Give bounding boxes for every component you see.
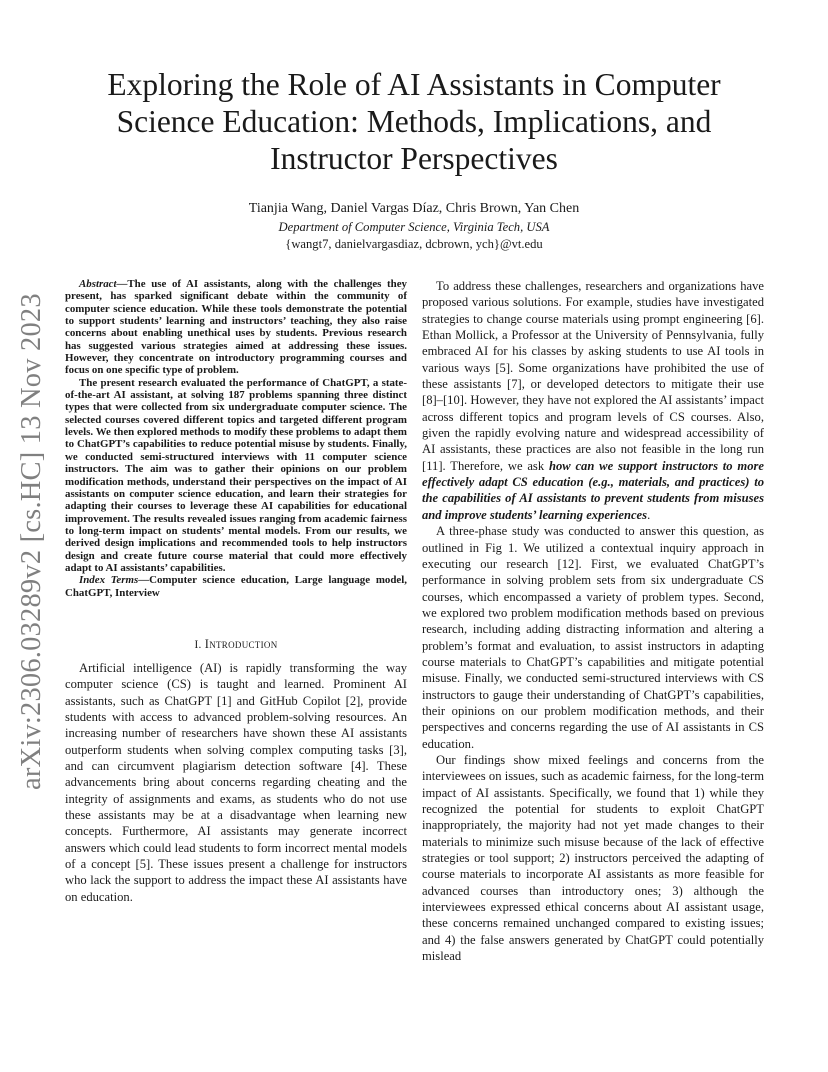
abstract-label: Abstract <box>79 278 117 290</box>
abstract-text-1: —The use of AI assistants, along with the challenges they present, has sparked significant debate within the community of computer science education. While these tools demonstrate the potential to support students’ learning and instructors’ teaching, they also raise concerns about enabling unethical uses by students. Previous research has suggested various strategies aimed at addressing these issues. However, they concentrate on introductory programming courses and focus on one specific type of problem. <box>65 278 407 377</box>
paper-title: Exploring the Role of AI Assistants in Computer Science Education: Methods, Implications, and Instructor Perspectives <box>107 67 721 176</box>
research-question-end: . <box>647 507 651 522</box>
section-heading-introduction <box>65 637 407 652</box>
affiliation: Department of Computer Science, Virginia Tech, USA <box>278 220 550 234</box>
research-question: how can we support instructors to more effectively adapt CS education (e.g., materials, and practices) to the capabilities of AI assistants to prevent students from misuses and improve students’ learning experiences <box>422 458 764 522</box>
index-terms <box>65 574 407 599</box>
index-terms-text: —Computer science education, Large language model, ChatGPT, Interview <box>65 574 407 599</box>
abstract-paragraph-1 <box>65 278 407 377</box>
body-paragraph-challenges <box>422 278 764 523</box>
body-paragraph-findings: Our findings show mixed feelings and concerns from the interviewees on issues, such as academic fairness, for the long-term impact of AI assistants. Specifically, we found that 1) while they recognized the potential for students to exploit ChatGPT inappropriately, the majority had not yet made changes to their materials to minimize such misuse because of the lack of effective strategies or tool support; 2) instructors perceived the adapting of course materials to incorporate AI assistants as more feasible for advanced courses than introductory ones; 3) although the interviewees expressed ethical concerns about AI assistant usage, these concerns remained unchanged compared to existing issues; and 4) the false answers generated by ChatGPT could potentially mislead <box>422 752 764 964</box>
index-terms-label: Index Terms <box>79 574 139 587</box>
arxiv-identifier: arXiv:2306.03289v2 [cs.HC] 13 Nov 2023 <box>16 293 47 790</box>
challenges-text: To address these challenges, researchers and organizations have proposed various solutions. For example, studies have investigated strategies to change course materials using prompt engineering [6]. Ethan Mollick, a Professor at the University of Pennsylvania, fully embraced AI for his classes by asking students to use AI tools in various ways [5]. Some organizations have prohibited the use of these assistants [7], or developed detectors to mitigate their use [8]–[10]. However, they have not explored the AI assistants’ impact across different topics and program levels of CS courses. Also, given the rapidly evolving nature and widespread accessibility of AI assistants, these practices are also not feasible in the long run [11]. Therefore, we ask <box>422 279 764 473</box>
author-list: Tianjia Wang, Daniel Vargas Díaz, Chris Brown, Yan Chen <box>248 201 580 216</box>
body-paragraph-study: A three-phase study was conducted to answer this question, as outlined in Fig 1. We utilized a contextual inquiry approach in executing our research [12]. First, we evaluated ChatGPT’s performance in solving problem sets from six undergraduate CS courses, which encompassed a variety of problem types. Second, we explored two problem modification methods based on previous research, including adding distracting information and altering a problem’s format and evaluation, to assist instructors in adapting course materials to ChatGPT’s capabilities and mitigate potential misuse. Finally, we conducted semi-structured interviews with CS instructors to gauge their understanding of ChatGPT’s capabilities, their opinions on our problem modification methods, and their perspectives and concerns regarding the use of AI assistants in CS education. <box>422 524 764 751</box>
section-numeral: I. <box>194 638 202 651</box>
right-column <box>422 278 764 964</box>
section-name: Introduction <box>204 636 278 651</box>
intro-paragraph-1: Artificial intelligence (AI) is rapidly transforming the way computer science (CS) is taught and learned. Prominent AI assistants, such as ChatGPT [1] and GitHub Copilot [2], provide students with access to advanced problem-solving resources. An increasing number of researchers have shown these AI assistants outperform students when solving complex computing tasks [3], and can circumvent plagiarism detection software [4]. These advancements bring about concerns regarding cheating and the integrity of assignments and exams, as students who do not use these assistants may be at a disadvantage when learning new concepts. Furthermore, AI assistants may generate incorrect answers which could lead students to form incorrect mental models of a concept [5]. These issues present a challenge for instructors who lack the support to address the impact these AI assistants have on education. <box>65 660 407 904</box>
author-emails: {wangt7, danielvargasdiaz, dcbrown, ych}@vt.edu <box>285 237 543 251</box>
abstract-paragraph-2: The present research evaluated the performance of ChatGPT, a state-of-the-art AI assistant, at solving 187 problems spanning three distinct types that were collected from six undergraduate computer science. The selected courses covered different topics and targeted different program levels. We then explored methods to modify these problems to adapt them to ChatGPT’s capabilities to reduce potential misuse by students. Finally, we conducted semi-structured interviews with 11 computer science instructors. The aim was to gather their opinions on our problem modification methods, understand their perspectives on the impact of AI assistants on computer science education, and learn their strategies for adapting their courses to leverage these AI capabilities for educational improvement. The results revealed issues ranging from academic fairness to long-term impact on students’ mental models. From our results, we derived design implications and recommended tools to help instructors design and create future course material that could more effectively adapt to AI assistants’ capabilities. <box>65 376 407 574</box>
left-column <box>65 278 407 905</box>
